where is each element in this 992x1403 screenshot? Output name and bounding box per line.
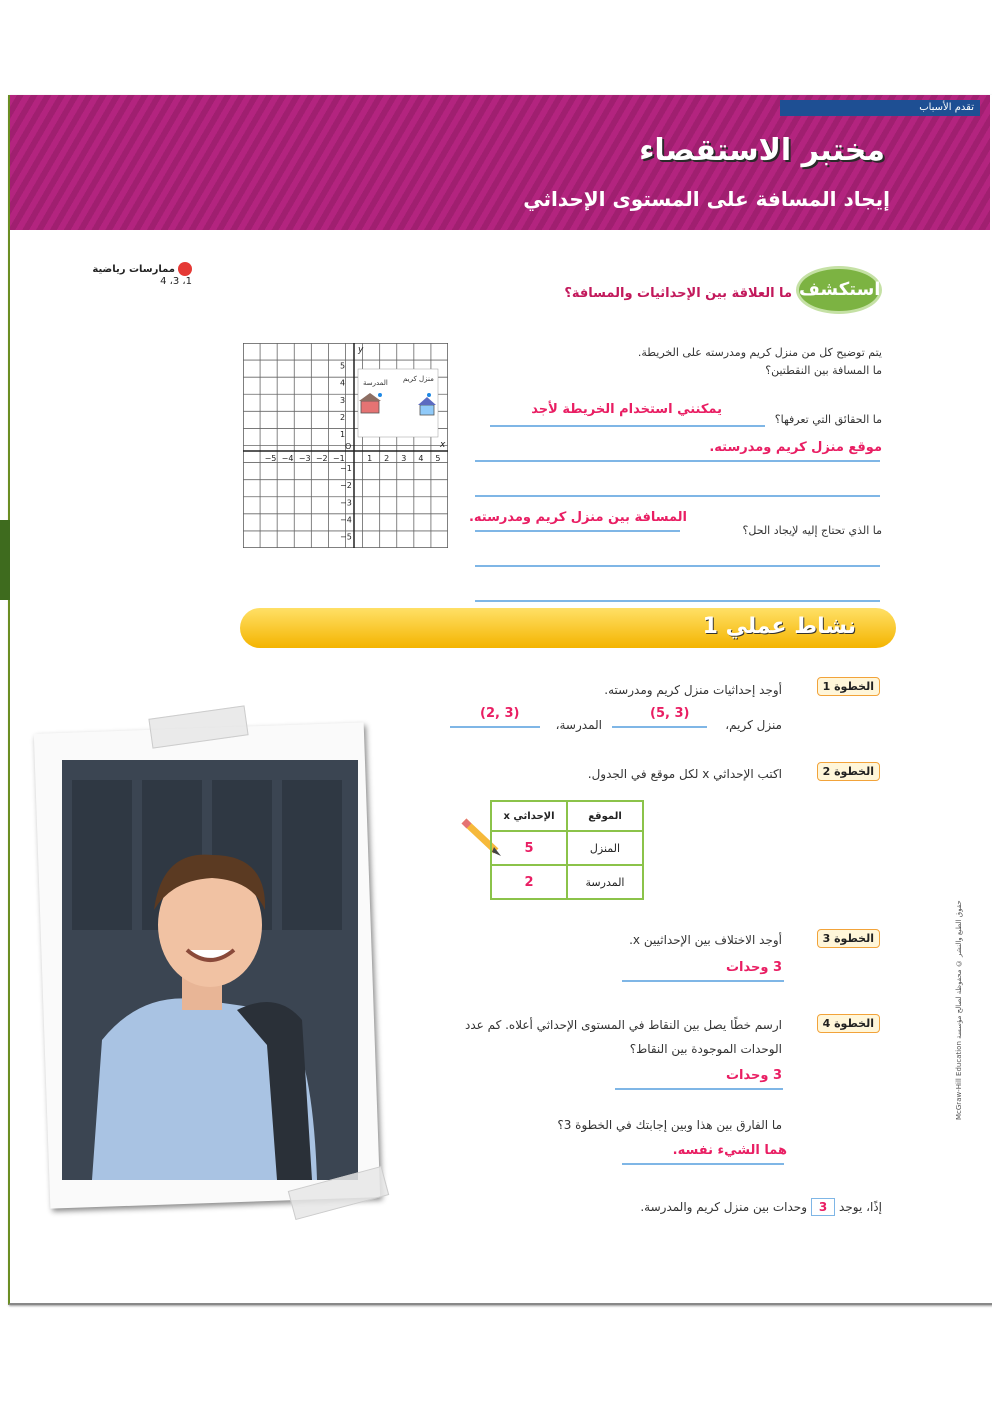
step-4-label: الخطوة 4 (817, 1014, 880, 1033)
step-1-school-answer: (2, 3) (480, 706, 520, 721)
step-1-home-answer: (5, 3) (650, 706, 690, 721)
conclusion-prefix: إذًا، يوجد (839, 1200, 882, 1214)
y-tick-label: 4 (340, 378, 346, 388)
table-cell-x: 2 (491, 865, 567, 899)
x-tick-label: 3 (401, 454, 407, 463)
student-illustration (62, 760, 358, 1180)
step-3-text: أوجد الاختلاف بين الإحداثيين x. (629, 933, 782, 947)
x-tick-label: 5 (435, 454, 441, 463)
need-answer: المسافة بين منزل كريم ومدرسته. (468, 510, 687, 525)
practice-numbers: 1، 3، 4 (160, 276, 192, 287)
answer-line (475, 565, 880, 567)
answer-line (490, 425, 765, 427)
step-4-text-2: الوحدات الموجودة بين النقاط؟ (629, 1042, 782, 1056)
x-tick-label: 4 (418, 454, 424, 463)
page-subtitle: إيجاد المسافة على المستوى الإحداثي (523, 187, 890, 211)
y-tick-label: −2 (340, 481, 352, 491)
step-1-label: الخطوة 1 (817, 677, 880, 696)
answer-line (475, 530, 680, 532)
step-3-label: الخطوة 3 (817, 929, 880, 948)
step-4-text-1: ارسم خطًا يصل بين النقاط في المستوى الإحداثي أعلاه. كم عدد (464, 1018, 782, 1032)
x-tick-label: −5 (264, 454, 277, 463)
copyright-note: حقوق الطبع والنشر © محفوظة لصالح مؤسسة McGraw-Hill Education (955, 900, 963, 1120)
answer-line (475, 600, 880, 602)
conclusion-answer-box: 3 (811, 1198, 835, 1216)
step-2-label: الخطوة 2 (817, 762, 880, 781)
x-tick-label: −3 (298, 454, 311, 463)
x-tick-label: 1 (367, 454, 373, 463)
y-tick-label: −5 (340, 532, 352, 542)
table-cell-location: المنزل (567, 831, 643, 865)
y-tick-label: 3 (340, 395, 346, 405)
header-top-label: تقدم الأسباب (919, 102, 974, 113)
y-tick-label: 5 (340, 361, 346, 371)
x-tick-label: −1 (332, 454, 345, 463)
practice-label: ممارسات رياضية (92, 264, 175, 275)
table-header-location: الموقع (567, 801, 643, 831)
difference-answer: هما الشيء نفسه. (672, 1143, 787, 1158)
step-1-home-label: منزل كريم، (725, 718, 782, 732)
page-title: مختبر الاستقصاء (639, 133, 885, 168)
y-tick-label: 1 (340, 429, 346, 439)
y-tick-label: −4 (340, 515, 352, 525)
table-row (491, 865, 643, 899)
x-axis-label: x (440, 440, 446, 450)
location-table (490, 800, 644, 900)
math-practices (92, 262, 192, 287)
answer-line (622, 980, 784, 982)
step-4-answer: 3 وحدات (725, 1068, 782, 1083)
answer-line (475, 460, 880, 462)
y-tick-label: 2 (340, 412, 346, 422)
y-tick-label: −1 (340, 464, 352, 474)
difference-question: ما الفارق بين هذا وبين إجابتك في الخطوة 3؟ (557, 1118, 782, 1132)
activity-bar (240, 608, 896, 648)
origin-label: O (345, 442, 352, 451)
x-tick-label: −4 (281, 454, 294, 463)
activity-title: نشاط عملي 1 (702, 614, 856, 639)
explore-question: ما العلاقة بين الإحداثيات والمسافة؟ (564, 286, 792, 301)
table-cell-x: 5 (491, 831, 567, 865)
step-2-text: اكتب الإحداثي x لكل موقع في الجدول. (587, 767, 782, 781)
table-row (491, 831, 643, 865)
facts-answer-2: موقع منزل كريم ومدرسته. (709, 440, 882, 455)
answer-line (450, 726, 540, 728)
answer-line (622, 1163, 784, 1165)
student-photo (62, 760, 358, 1180)
practice-icon (178, 262, 192, 276)
y-axis-label: y (358, 345, 364, 355)
table-header-x: الإحداثي x (491, 801, 567, 831)
conclusion-suffix: وحدات بين منزل كريم والمدرسة. (640, 1200, 808, 1214)
facts-question: ما الحقائق التي تعرفها؟ (774, 413, 882, 426)
step-3-answer: 3 وحدات (725, 960, 782, 975)
answer-line (615, 1088, 783, 1090)
grid-svg (243, 343, 448, 548)
left-accent-bar (0, 520, 10, 600)
answer-line (475, 495, 880, 497)
coordinate-grid (243, 343, 448, 548)
header-banner (10, 95, 990, 230)
table-cell-location: المدرسة (567, 865, 643, 899)
x-tick-label: 2 (384, 454, 390, 463)
answer-line (612, 726, 707, 728)
step-1-text: أوجد إحداثيات منزل كريم ومدرسته. (604, 683, 782, 697)
header-top-strip (780, 100, 980, 116)
home-label: منزل كريم (403, 375, 434, 383)
intro-line-2: ما المسافة بين النقطتين؟ (765, 364, 882, 377)
explore-badge: استكشف (796, 266, 882, 314)
x-tick-label: −2 (315, 454, 328, 463)
intro-line-1: يتم توضيح كل من منزل كريم ومدرسته على الخريطة. (637, 346, 882, 359)
facts-answer-1: يمكنني استخدام الخريطة لأجد (531, 402, 722, 417)
conclusion (640, 1198, 882, 1216)
step-1-school-label: المدرسة، (555, 718, 602, 732)
school-label: المدرسة (363, 379, 388, 387)
y-tick-label: −3 (340, 498, 352, 508)
need-question: ما الذي تحتاج إليه لإيجاد الحل؟ (742, 524, 882, 537)
